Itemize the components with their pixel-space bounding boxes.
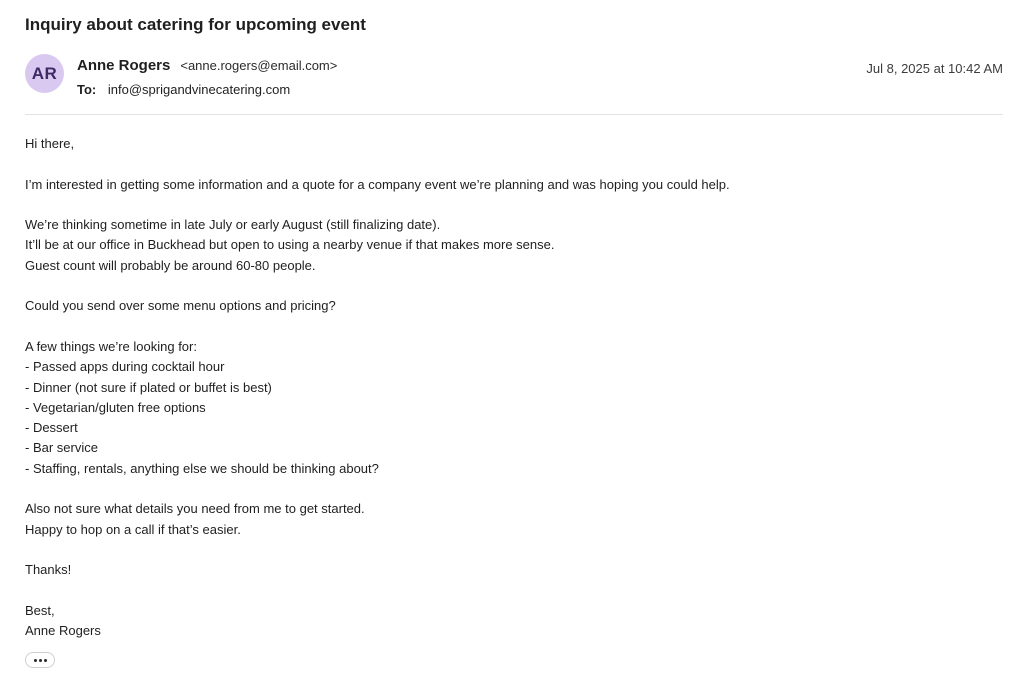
- body-line: [25, 154, 730, 174]
- body-line: - Bar service: [25, 440, 98, 456]
- avatar-initials: AR: [31, 63, 58, 83]
- body-line: Happy to hop on a call if that’s easier.: [25, 521, 241, 537]
- body-line: We’re thinking sometime in late July or early August (still finalizing date).: [25, 217, 441, 233]
- body-line: A few things we’re looking for:: [25, 338, 197, 354]
- body-line: - Dessert: [25, 420, 78, 436]
- recipient-address: info@sprigandvinecatering.com: [107, 82, 291, 97]
- header-divider: [25, 114, 1003, 115]
- sender-line: [77, 57, 337, 74]
- email-timestamp: Jul 8, 2025 at 10:42 AM: [866, 61, 1003, 76]
- body-line: Best,: [25, 602, 55, 618]
- body-line: [25, 581, 730, 601]
- recipient-line: [77, 82, 290, 97]
- body-line: Also not sure what details you need from me to get started.: [25, 501, 365, 517]
- body-line: - Staffing, rentals, anything else we should be thinking about?: [25, 460, 379, 476]
- body-line: [25, 317, 730, 337]
- email-subject: Inquiry about catering for upcoming event: [25, 15, 366, 34]
- body-line: [25, 540, 730, 560]
- body-line: Could you send over some menu options and pricing?: [25, 298, 336, 314]
- body-line: Hi there,: [25, 136, 75, 151]
- body-line: It’ll be at our office in Buckhead but open to using a nearby venue if that makes more sense.: [25, 237, 555, 253]
- email-body: [25, 134, 730, 641]
- body-line: - Vegetarian/gluten free options: [25, 399, 206, 415]
- sender-email: <anne.rogers@email.com>: [180, 58, 338, 73]
- body-line: - Passed apps during cocktail hour: [25, 359, 225, 375]
- body-line: Thanks!: [25, 562, 72, 578]
- avatar[interactable]: [25, 54, 64, 93]
- more-horizontal-icon: [34, 659, 47, 662]
- body-line: I’m interested in getting some information and a quote for a company event we’re planning and was hoping you could help.: [25, 176, 730, 192]
- body-line: - Dinner (not sure if plated or buffet is best): [25, 379, 272, 395]
- sender-name[interactable]: Anne Rogers: [77, 57, 171, 74]
- body-line: [25, 276, 730, 296]
- show-trimmed-content-button[interactable]: [25, 652, 55, 668]
- body-line: Anne Rogers: [25, 623, 101, 639]
- body-line: Guest count will probably be around 60-80 people.: [25, 257, 316, 273]
- body-line: [25, 195, 730, 215]
- to-label: To:: [77, 82, 97, 97]
- body-line: [25, 479, 730, 499]
